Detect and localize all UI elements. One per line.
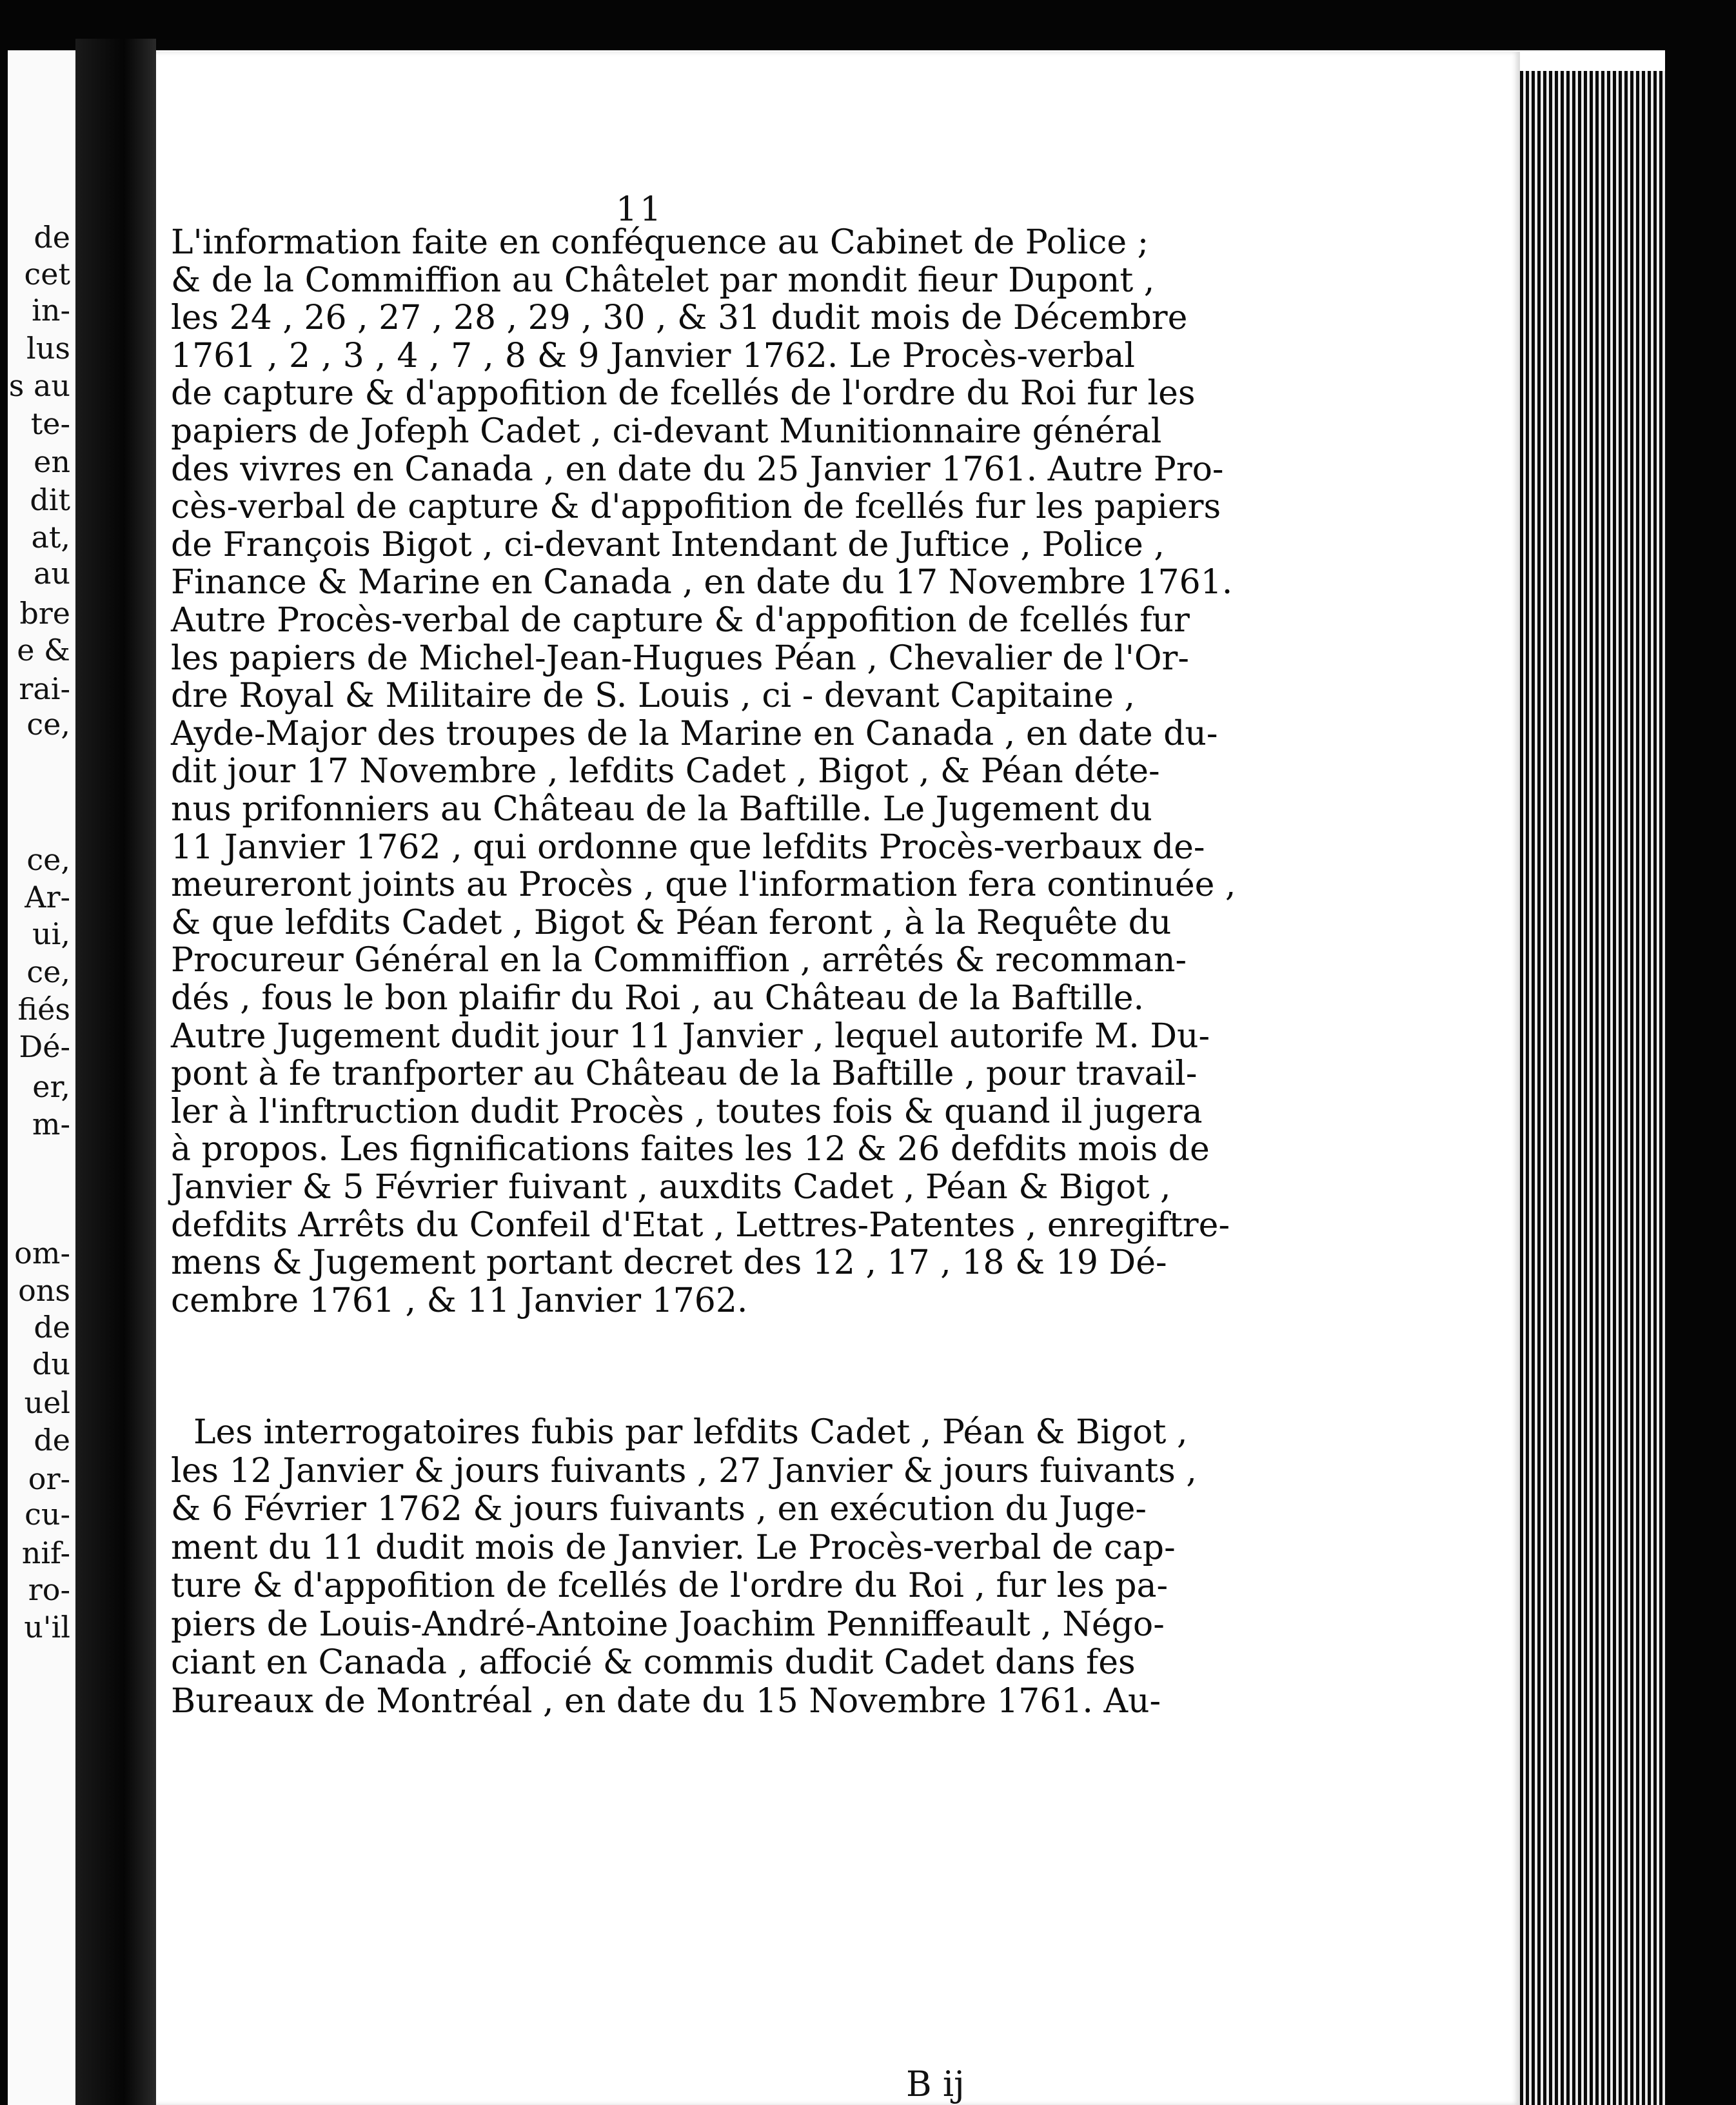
facing-page-text: m- <box>32 1107 70 1141</box>
text-line: Les interrogatoires fubis par lefdits Cadet , Péan & Bigot , <box>193 1413 1188 1452</box>
text-line: cembre 1761 , & 11 Janvier 1762. <box>171 1281 748 1320</box>
text-line: cès-verbal de capture & d'appofition de fcellés fur les papiers <box>171 488 1221 527</box>
facing-page-text: lus <box>26 331 70 366</box>
facing-page-text: bre <box>19 596 70 631</box>
text-line: ler à l'inftruction dudit Procès , toutes fois & quand il jugera <box>171 1092 1203 1131</box>
facing-page-text: in- <box>32 293 70 328</box>
facing-page-text: du <box>32 1347 70 1381</box>
text-line: Autre Procès-verbal de capture & d'appofition de fcellés fur <box>171 601 1190 640</box>
page-number: 11 <box>616 190 664 229</box>
facing-page-text: nif- <box>21 1536 70 1570</box>
facing-page-text: au <box>33 556 70 591</box>
text-line: nus prifonniers au Château de la Baftille. Le Jugement du <box>171 790 1152 829</box>
facing-page-text: u'il <box>24 1610 70 1645</box>
text-line: 1761 , 2 , 3 , 4 , 7 , 8 & 9 Janvier 1762. Le Procès-verbal <box>171 336 1135 375</box>
facing-page-text: uel <box>24 1385 70 1420</box>
facing-page-text: ro- <box>28 1572 70 1607</box>
facing-page-text: om- <box>14 1236 70 1270</box>
facing-page-text: rai- <box>19 671 70 706</box>
text-line: dés , fous le bon plaifir du Roi , au Château de la Baftille. <box>171 979 1145 1018</box>
facing-page-text: fiés <box>17 992 70 1027</box>
facing-page-text: e & <box>17 633 70 667</box>
text-line: & que lefdits Cadet , Bigot & Péan feront , à la Requête du <box>171 903 1172 942</box>
text-line: & 6 Février 1762 & jours fuivants , en exécution du Juge- <box>171 1490 1147 1528</box>
text-line: Procureur Général en la Commiffion , arrêtés & recomman- <box>171 941 1187 980</box>
text-line: pont à fe tranfporter au Château de la Baftille , pour travail- <box>171 1054 1198 1094</box>
facing-page-text: de <box>34 1423 70 1458</box>
text-line: & de la Commiffion au Châtelet par mondit fieur Dupont , <box>171 261 1155 300</box>
text-line: les 24 , 26 , 27 , 28 , 29 , 30 , & 31 dudit mois de Décembre <box>171 299 1188 338</box>
facing-page-text: or- <box>28 1461 70 1496</box>
text-line: les papiers de Michel-Jean-Hugues Péan , Chevalier de l'Or- <box>171 638 1189 678</box>
scanner-background-right <box>1665 0 1736 2105</box>
facing-page-text: de <box>34 220 70 255</box>
facing-page-text: at, <box>31 520 70 555</box>
page-edges <box>1520 71 1665 2105</box>
text-line: des vivres en Canada , en date du 25 Janvier 1761. Autre Pro- <box>171 450 1224 489</box>
facing-page-fragment <box>8 50 75 2105</box>
text-line: meureront joints au Procès , que l'information fera continuée , <box>171 865 1236 905</box>
facing-page-text: te- <box>30 406 70 441</box>
text-line: ture & d'appofition de fcellés de l'ordre du Roi , fur les pa- <box>171 1566 1169 1605</box>
facing-page-text: de <box>34 1310 70 1345</box>
scanner-background-top <box>0 0 1736 50</box>
signature-mark: B ij <box>906 2064 965 2104</box>
facing-page-text: cet <box>24 257 70 292</box>
text-line: Autre Jugement dudit jour 11 Janvier , lequel autorife M. Du- <box>171 1016 1210 1056</box>
text-line: dit jour 17 Novembre , lefdits Cadet , Bigot , & Péan déte- <box>171 752 1160 791</box>
text-line: ment du 11 dudit mois de Janvier. Le Procès-verbal de cap- <box>171 1528 1176 1567</box>
text-line: Janvier & 5 Février fuivant , auxdits Cadet , Péan & Bigot , <box>171 1168 1171 1207</box>
facing-page-text: ui, <box>32 916 70 951</box>
book-gutter <box>75 39 156 2105</box>
facing-page-text: en <box>34 444 70 479</box>
facing-page-text: ce, <box>26 842 70 877</box>
facing-page-text: s au <box>8 368 70 403</box>
text-line: Finance & Marine en Canada , en date du 17 Novembre 1761. <box>171 563 1233 602</box>
text-line: piers de Louis-André-Antoine Joachim Penniffeault , Négo- <box>171 1605 1165 1644</box>
text-line: 11 Janvier 1762 , qui ordonne que lefdits Procès-verbaux de- <box>171 827 1205 867</box>
text-line: mens & Jugement portant decret des 12 , 17 , 18 & 19 Dé- <box>171 1243 1167 1283</box>
text-line: L'information faite en conféquence au Cabinet de Police ; <box>171 223 1149 262</box>
text-line: à propos. Les fignifications faites les 12 & 26 defdits mois de <box>171 1130 1210 1169</box>
text-line: defdits Arrêts du Confeil d'Etat , Lettres-Patentes , enregiftre- <box>171 1205 1230 1245</box>
text-line: papiers de Jofeph Cadet , ci-devant Munitionnaire général <box>171 412 1162 451</box>
facing-page-text: er, <box>32 1069 70 1104</box>
text-line: dre Royal & Militaire de S. Louis , ci - devant Capitaine , <box>171 677 1135 716</box>
text-line: ciant en Canada , affocié & commis dudit Cadet dans fes <box>171 1643 1136 1682</box>
facing-page-text: ce, <box>26 707 70 742</box>
text-line: Bureaux de Montréal , en date du 15 Novembre 1761. Au- <box>171 1681 1161 1721</box>
text-line: les 12 Janvier & jours fuivants , 27 Janvier & jours fuivants , <box>171 1451 1197 1490</box>
text-line: de François Bigot , ci-devant Intendant de Juftice , Police , <box>171 525 1165 564</box>
facing-page-text: cu- <box>25 1497 70 1532</box>
facing-page-text: Ar- <box>25 880 70 914</box>
facing-page-text: dit <box>30 482 70 517</box>
facing-page-text: ons <box>18 1273 70 1308</box>
facing-page-text: Dé- <box>19 1029 70 1064</box>
facing-page-text: ce, <box>26 954 70 989</box>
text-line: de capture & d'appofition de fcellés de l'ordre du Roi fur les <box>171 374 1196 413</box>
scanner-background-left <box>0 0 8 2105</box>
text-line: Ayde-Major des troupes de la Marine en Canada , en date du- <box>171 714 1218 753</box>
